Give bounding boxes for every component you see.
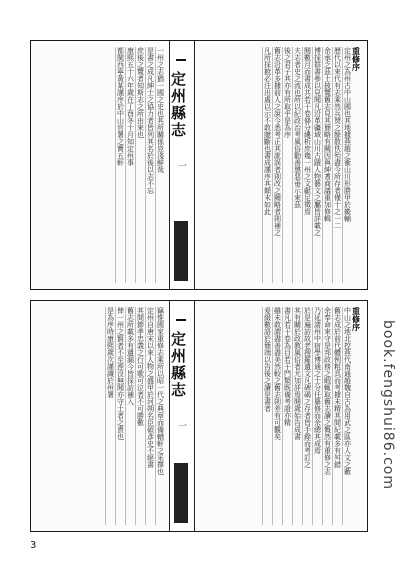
fish-tail-mark: [176, 319, 186, 329]
bottom-right-heading: 重修序: [352, 307, 361, 331]
text-column: 定州之為州古中山國也其地據燕趙之衝山川形勝甲於畿輔: [342, 47, 352, 283]
fish-tail-mark: [176, 59, 186, 69]
page-number: 3: [30, 540, 37, 551]
text-column: 其間節孝忠義之行可歌可泣者不可勝數: [135, 307, 145, 525]
text-column: 舊志沿革多據前人之說今悉考正其訛誤者則改之闕略者則補之: [272, 47, 282, 283]
text-column: 定州自唐宋以來人物之盛甲於河朔名臣碩彥史不絕書: [145, 307, 155, 525]
text-column: 爰綴數語於簡端以告後之讀是書者: [262, 307, 272, 525]
text-column: 博採群書參以見聞凡沿革疆域山川古蹟人物藝文之屬皆詳載之: [312, 47, 322, 283]
text-column: 乃延請州中宿學博通之士分任纂修而余總其成焉: [312, 307, 322, 525]
top-left-page: [37, 47, 165, 283]
spine-black-bar: [174, 221, 188, 281]
text-column: 凡所採摭必注出處以示不敢臆斷也書成謹序其顛末如此: [262, 47, 272, 283]
text-column: 歷代以來代有志乘然兵燹之餘散佚殆盡今所存者僅十之一二: [332, 47, 342, 283]
text-column: 閱數月而書成共若干卷條分縷析庶幾一州之文獻足徵焉: [302, 47, 312, 283]
top-left-columns: [37, 47, 165, 283]
bottom-spine: [169, 301, 195, 531]
text-column: 雖未敢謂盡善盡美然較之舊志則差有可觀矣: [272, 307, 282, 525]
top-spine: [169, 41, 195, 289]
top-spine-number: 一: [176, 161, 186, 170]
watermark-text: book.fengshui86.com: [380, 320, 396, 490]
bottom-book-spread: [30, 300, 368, 532]
text-column: 後之君子其亦有所取乎是為序: [282, 47, 292, 283]
top-spine-title: 定州縣志: [169, 71, 187, 139]
top-right-columns: [197, 47, 361, 283]
top-right-heading: 重修序: [352, 47, 361, 71]
text-column: 中山之地北控燕代南通趙魏自古為用武之區亦人文之藪: [342, 307, 352, 525]
text-column: 書凡若干卷為目若干門類既備考證亦精: [282, 307, 292, 525]
text-column: 竊惟國家重修志乘所以昭一代之典章而備輶軒之采擇也: [155, 307, 165, 525]
text-column: 一州之志猶一國之史也其所關係豈淺鮮哉: [155, 47, 165, 283]
text-column: 余奉命來守是邦政務之暇輒取舊志讀之慨然有重修之志: [322, 307, 332, 525]
bottom-left-page: [37, 307, 165, 525]
bottom-left-columns: [37, 307, 165, 525]
text-column: 康熙五十六年歲在丁酉冬十月知定州事: [125, 47, 135, 283]
bottom-right-page: [197, 307, 361, 525]
bottom-spine-title: 定州縣志: [169, 331, 187, 399]
bottom-spine-number: 一: [176, 421, 186, 430]
text-column: 是為序時康熙歲次謹識於州署: [105, 307, 115, 525]
text-column: 庶後之覽者知斯志之所由來也: [135, 47, 145, 283]
top-right-page: [197, 47, 361, 283]
text-column: 都閩西寧黃某謹序於中山官署之寶五軒: [115, 47, 125, 283]
text-column: 俾一州之賢者不至湮沒無聞亦守土者之責也: [115, 307, 125, 525]
text-column: 其有關於政教風俗者尤加詳焉閱歲始告成書: [292, 307, 302, 525]
text-column: 舊志所載多有遺漏今皆採訪補入: [125, 307, 135, 525]
text-column: 於是遍訪故老搜羅遺文凡碑碣之存者皆手錄而考訂之: [302, 307, 312, 525]
text-column: 是書之成凡紳士之協力者皆列其名於後以志不忘: [145, 47, 155, 283]
spine-black-bar: [174, 463, 188, 523]
text-column: 余承乏茲土披覽舊志見其簡略有闕因與紳耆商議重加修輯: [322, 47, 332, 283]
text-column: 夫志者史之流也所以紀政治考風俗勸善懲惡垂示來茲: [292, 47, 302, 283]
top-book-spread: [30, 40, 368, 290]
text-column: 舊志成於前代體例粗具而考據未精其間紀載多有舛錯: [332, 307, 342, 525]
bottom-right-columns: [197, 307, 361, 525]
